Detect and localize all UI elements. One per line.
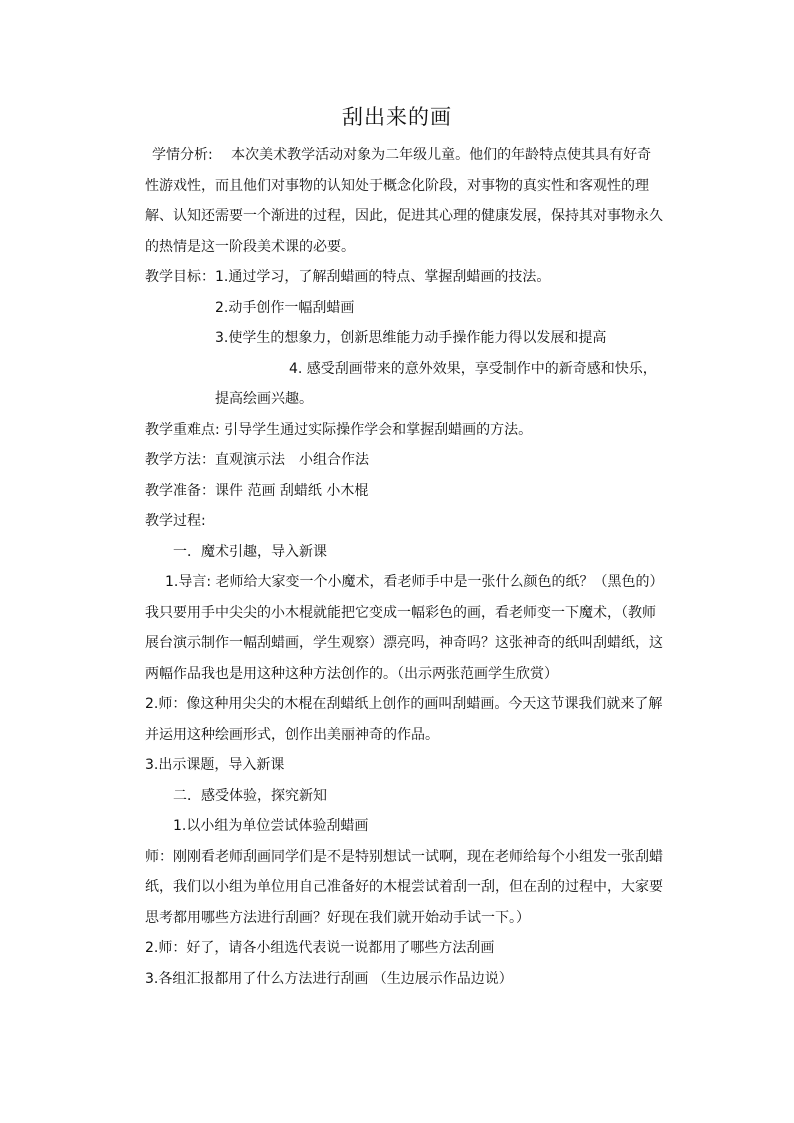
teaching-goals-line-1: 教学目标：1.通过学习，了解刮蜡画的特点、掌握刮蜡画的技法。 <box>145 269 551 285</box>
teaching-methods-line: 教学方法：直观演示法 小组合作法 <box>145 452 369 468</box>
document-body <box>145 140 665 994</box>
teaching-preparation-line: 教学准备：课件 范画 刮蜡纸 小木棍 <box>145 482 369 499</box>
section-two-heading: 二．感受体验，探究新知 <box>173 787 327 804</box>
teacher-review-line: 2.师：好了，请各小组选代表说一说都用了哪些方法刮画 <box>145 940 495 956</box>
teaching-goals-line-3: 3.使学生的想象力，创新思维能力动手操作能力得以发展和提高 <box>215 330 607 346</box>
show-topic-line: 3.出示课题，导入新课 <box>145 757 285 773</box>
key-difficulties-line: 教学重难点: 引导学生通过实际操作学会和掌握刮蜡画的方法。 <box>145 421 533 438</box>
intro-paragraph: 1.导言: 老师给大家变一个小魔术，看老师手中是一张什么颜色的纸？（黑色的）我只要用手中尖尖的小木棍就能把它变成一幅彩色的画，看老师变一下魔术，（教师展台演示制作一幅刮蜡画，学生观察）漂亮吗，神奇吗？这张神奇的纸叫刮蜡纸，这两幅作品我也是用这种这种方法创作的。（出示两张范画学生欣赏） <box>145 574 664 682</box>
teacher-explanation-paragraph: 2.师：像这种用尖尖的木棍在刮蜡纸上创作的画叫刮蜡画。今天这节课我们就来了解并运用这种绘画形式，创作出美丽神奇的作品。 <box>145 696 663 743</box>
teaching-process-heading: 教学过程: <box>145 513 206 529</box>
section-one-heading: 一．魔术引趣，导入新课 <box>173 543 327 560</box>
learning-analysis-paragraph: 学情分析: 本次美术教学活动对象为二年级儿童。他们的年龄特点使其具有好奇性游戏性，而且他们对事物的认知处于概念化阶段，对事物的真实性和客观性的理解、认知还需要一个渐进的过程，因此，促进其心理的健康发展，保持其对事物永久的热情是这一阶段美术课的必要。 <box>145 147 663 255</box>
group-trial-line: 1.以小组为单位尝试体验刮蜡画 <box>173 818 369 834</box>
document-title: 刮出来的画 <box>342 105 452 129</box>
teacher-group-activity-paragraph: 师：刚刚看老师刮画同学们是不是特别想试一试啊，现在老师给每个小组发一张刮蜡纸，我们以小组为单位用自己准备好的木棍尝试着刮一刮，但在刮的过程中，大家要思考都用哪些方法进行刮画？好现在我们就开始动手试一下。） <box>145 848 663 926</box>
group-report-line: 3.各组汇报都用了什么方法进行刮画 （生边展示作品边说） <box>145 970 513 987</box>
teaching-goals-line-4: 4. 感受刮画带来的意外效果，享受制作中的新奇感和快乐，提高绘画兴趣。 <box>215 360 657 407</box>
teaching-goals-line-2: 2.动手创作一幅刮蜡画 <box>215 299 355 316</box>
